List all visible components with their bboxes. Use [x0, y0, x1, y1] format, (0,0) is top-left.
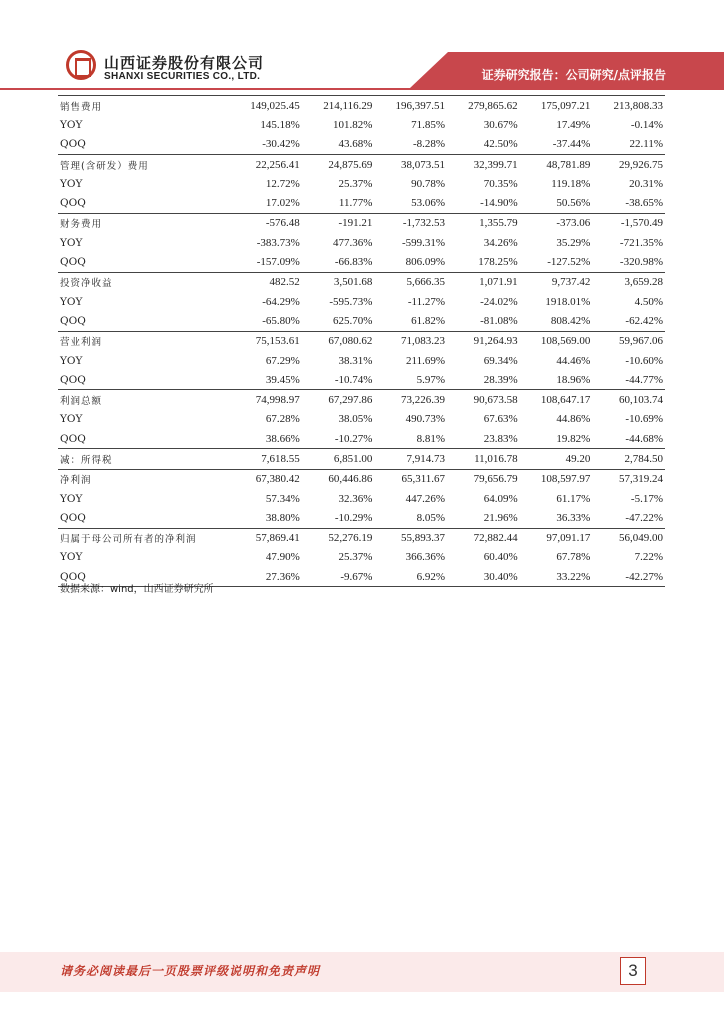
table-cell: -37.44% [552, 138, 591, 151]
table-cell: 23.83% [483, 432, 518, 445]
table-row [58, 154, 665, 174]
table-cell: 7.22% [634, 551, 663, 564]
table-cell: -81.08% [480, 314, 518, 327]
table-cell: -65.80% [262, 314, 300, 327]
table-cell: 36.33% [556, 511, 591, 524]
table-cell: 22.11% [629, 138, 663, 151]
row-label: QOQ [60, 138, 86, 151]
report-type: 证券研究报告：公司研究/点评报告 [481, 68, 666, 82]
table-cell: 30.40% [447, 567, 520, 587]
table-cell: 38.31% [338, 354, 373, 367]
table-row [58, 548, 665, 567]
table-row [58, 193, 665, 213]
table-cell: -11.27% [407, 295, 446, 308]
table-cell: -10.60% [625, 354, 663, 367]
table-cell: 447.26% [405, 492, 446, 505]
table-cell: 57,319.24 [592, 469, 665, 489]
footer-disclaimer: 请务必阅读最后一页股票评级说明和免责声明 [60, 964, 321, 978]
row-label: YOY [60, 236, 83, 249]
table-row [58, 115, 665, 134]
table-cell: 67.29% [265, 354, 300, 367]
table-cell: -191.21 [302, 213, 375, 233]
table-cell: 67,080.62 [302, 331, 375, 351]
table-cell: 42.50% [483, 138, 518, 151]
row-label: 财务费用 [58, 213, 229, 233]
table-cell: -10.29% [334, 511, 373, 524]
table-row [58, 449, 665, 469]
table-cell: 149,025.45 [229, 96, 302, 116]
table-cell: 73,226.39 [374, 390, 447, 410]
table-cell: 60,446.86 [302, 469, 375, 489]
header-rule [0, 88, 724, 90]
row-label: YOY [60, 492, 83, 505]
table-cell: 20.31% [629, 177, 663, 190]
table-cell: -8.28% [412, 138, 446, 151]
table-cell: -320.98% [619, 256, 663, 269]
table-cell: 64.09% [483, 492, 518, 505]
table-cell: 67,297.86 [302, 390, 375, 410]
table-cell: 28.39% [483, 373, 518, 386]
table-cell: -157.09% [256, 256, 300, 269]
table-cell: 49.20 [520, 449, 593, 469]
table-cell: 11.77% [338, 197, 373, 210]
table-cell: 60.40% [483, 551, 518, 564]
company-name-cn: 山西证券股份有限公司 [104, 54, 265, 72]
financial-table [58, 95, 665, 587]
row-label: 营业利润 [58, 331, 229, 351]
row-label: QOQ [60, 373, 86, 386]
table-cell: 61.82% [411, 314, 446, 327]
table-cell: 71.85% [411, 118, 446, 131]
table-cell: 3,501.68 [302, 272, 375, 292]
table-cell: 17.02% [265, 197, 300, 210]
company-logo-icon [66, 50, 96, 80]
row-label: QOQ [60, 511, 86, 524]
table-cell: 44.86% [556, 413, 591, 426]
table-cell: -0.14% [630, 118, 663, 131]
table-cell: -44.77% [625, 373, 663, 386]
table-cell: 38.05% [338, 413, 373, 426]
table-cell: 808.42% [550, 314, 591, 327]
table-cell: 108,569.00 [520, 331, 593, 351]
source-note: 数据来源：wind，山西证券研究所 [60, 584, 214, 595]
table-cell: 59,967.06 [592, 331, 665, 351]
table-row [58, 351, 665, 370]
table-cell: 7,914.73 [374, 449, 447, 469]
table-cell: 57.34% [265, 492, 300, 505]
table-cell: 32,399.71 [447, 154, 520, 174]
table-cell: -66.83% [334, 256, 373, 269]
table-cell: 490.73% [405, 413, 446, 426]
table-cell: 24,875.69 [302, 154, 375, 174]
table-cell: -30.42% [262, 138, 300, 151]
table-cell: 33.22% [520, 567, 593, 587]
table-row [58, 390, 665, 410]
table-cell: 178.25% [478, 256, 518, 269]
table-cell: 67.63% [483, 413, 518, 426]
table-row [58, 272, 665, 292]
table-cell: 214,116.29 [302, 96, 375, 116]
row-label: 投资净收益 [58, 272, 229, 292]
table-cell: 97,091.17 [520, 528, 593, 548]
table-row [58, 508, 665, 528]
table-row [58, 528, 665, 548]
table-cell: 70.35% [483, 177, 518, 190]
table-cell: 34.26% [483, 236, 518, 249]
row-label: QOQ [60, 256, 86, 269]
table-cell: 60,103.74 [592, 390, 665, 410]
table-cell: 211.69% [406, 354, 446, 367]
table-cell: 29,926.75 [592, 154, 665, 174]
table-cell: 50.56% [556, 197, 591, 210]
table-cell: 3,659.28 [592, 272, 665, 292]
table-cell: -721.35% [619, 236, 663, 249]
table-cell: 22,256.41 [229, 154, 302, 174]
table-cell: 4.50% [634, 295, 663, 308]
table-row [58, 489, 665, 508]
table-row [58, 429, 665, 449]
row-label: 销售费用 [58, 96, 229, 116]
table-cell: 17.49% [556, 118, 591, 131]
company-name-en: SHANXI SECURITIES CO., LTD. [104, 71, 261, 82]
row-label: 归属于母公司所有者的净利润 [58, 528, 229, 548]
table-cell: 8.05% [416, 511, 446, 524]
table-cell: -576.48 [229, 213, 302, 233]
table-cell: 11,016.78 [447, 449, 520, 469]
table-row [58, 292, 665, 311]
table-cell: -64.29% [262, 295, 300, 308]
table-cell: 108,647.17 [520, 390, 593, 410]
table-cell: 27.36% [229, 567, 302, 587]
table-cell: -127.52% [547, 256, 591, 269]
table-cell: 38,073.51 [374, 154, 447, 174]
table-cell: -47.22% [625, 511, 663, 524]
table-cell: 74,998.97 [229, 390, 302, 410]
table-cell: -373.06 [520, 213, 593, 233]
table-cell: 625.70% [332, 314, 373, 327]
table-cell: -1,732.53 [374, 213, 447, 233]
table-cell: 44.46% [556, 354, 591, 367]
table-cell: 366.36% [405, 551, 446, 564]
table-cell: 213,808.33 [592, 96, 665, 116]
row-label: 管理(含研发）费用 [58, 154, 229, 174]
row-label: QOQ [60, 197, 86, 210]
table-row [58, 370, 665, 390]
table-cell: 79,656.79 [447, 469, 520, 489]
table-cell: 72,882.44 [447, 528, 520, 548]
table-cell: 43.68% [338, 138, 373, 151]
page-header [0, 0, 724, 96]
table-cell: 1,071.91 [447, 272, 520, 292]
row-label: QOQ [60, 432, 86, 445]
table-cell: 30.67% [483, 118, 518, 131]
table-cell: 55,893.37 [374, 528, 447, 548]
table-cell: 1,355.79 [447, 213, 520, 233]
table-cell: 71,083.23 [374, 331, 447, 351]
row-label: 利润总额 [58, 390, 229, 410]
table-cell: 47.90% [265, 551, 300, 564]
table-row [58, 331, 665, 351]
table-cell: -24.02% [480, 295, 518, 308]
table-cell: 108,597.97 [520, 469, 593, 489]
table-cell: -10.27% [334, 432, 373, 445]
table-cell: -9.67% [302, 567, 375, 587]
table-cell: 482.52 [229, 272, 302, 292]
table-cell: 90.78% [411, 177, 446, 190]
table-cell: -38.65% [625, 197, 663, 210]
table-cell: 39.45% [265, 373, 300, 386]
table-cell: 56,049.00 [592, 528, 665, 548]
table-cell: 19.82% [556, 432, 591, 445]
table-cell: -1,570.49 [592, 213, 665, 233]
table-row [58, 311, 665, 331]
table-cell: 61.17% [556, 492, 591, 505]
table-cell: 477.36% [332, 236, 373, 249]
table-cell: 21.96% [483, 511, 518, 524]
table-cell: 175,097.21 [520, 96, 593, 116]
table-cell: -5.17% [630, 492, 663, 505]
table-cell: -383.73% [256, 236, 300, 249]
table-row [58, 410, 665, 429]
table-cell: 38.80% [265, 511, 300, 524]
table-cell: -10.69% [625, 413, 663, 426]
table-cell: 57,869.41 [229, 528, 302, 548]
table-cell: -14.90% [480, 197, 518, 210]
table-cell: 67.78% [556, 551, 591, 564]
table-cell: 32.36% [338, 492, 373, 505]
table-row [58, 469, 665, 489]
table-cell: 38.66% [265, 432, 300, 445]
table-cell: 806.09% [405, 256, 446, 269]
table-cell: 9,737.42 [520, 272, 593, 292]
table-cell: 7,618.55 [229, 449, 302, 469]
table-cell: 101.82% [332, 118, 373, 131]
row-label: QOQ [58, 567, 229, 587]
row-label: YOY [60, 118, 83, 131]
row-label: YOY [60, 177, 83, 190]
page-number: 3 [620, 957, 646, 985]
table-cell: 69.34% [483, 354, 518, 367]
table-cell: -599.31% [401, 236, 446, 249]
row-label: QOQ [60, 314, 86, 327]
row-label: YOY [60, 413, 83, 426]
table-cell: 5.97% [416, 373, 446, 386]
table-row [58, 135, 665, 155]
table-cell: -10.74% [334, 373, 373, 386]
table-cell: -42.27% [592, 567, 665, 587]
table-cell: 35.29% [556, 236, 591, 249]
table-cell: 67,380.42 [229, 469, 302, 489]
table-row [58, 252, 665, 272]
row-label: YOY [60, 295, 83, 308]
table-cell: 91,264.93 [447, 331, 520, 351]
row-label: YOY [60, 551, 83, 564]
table-cell: 196,397.51 [374, 96, 447, 116]
table-row [58, 174, 665, 193]
table-cell: 2,784.50 [592, 449, 665, 469]
table-cell: 8.81% [416, 432, 446, 445]
table-cell: 65,311.67 [374, 469, 447, 489]
row-label: YOY [60, 354, 83, 367]
table-cell: 6.92% [374, 567, 447, 587]
table-row [58, 213, 665, 233]
table-cell: 67.28% [265, 413, 300, 426]
table-cell: 145.18% [260, 118, 300, 131]
table-cell: -44.68% [625, 432, 663, 445]
table-cell: 52,276.19 [302, 528, 375, 548]
table-row [58, 96, 665, 116]
table-cell: 12.72% [265, 177, 300, 190]
table-cell: 279,865.62 [447, 96, 520, 116]
table-cell: 18.96% [556, 373, 591, 386]
table-cell: 90,673.58 [447, 390, 520, 410]
table-cell: 6,851.00 [302, 449, 375, 469]
table-cell: 1918.01% [545, 295, 591, 308]
table-row [58, 233, 665, 252]
table-cell: 53.06% [411, 197, 446, 210]
table-cell: 48,781.89 [520, 154, 593, 174]
table-cell: 25.37% [338, 177, 373, 190]
table-cell: 5,666.35 [374, 272, 447, 292]
table-cell: -62.42% [625, 314, 663, 327]
table-cell: 75,153.61 [229, 331, 302, 351]
row-label: 净利润 [58, 469, 229, 489]
table-cell: 119.18% [551, 177, 591, 190]
table-cell: -595.73% [329, 295, 373, 308]
table-cell: 25.37% [338, 551, 373, 564]
row-label: 减：所得税 [58, 449, 229, 469]
